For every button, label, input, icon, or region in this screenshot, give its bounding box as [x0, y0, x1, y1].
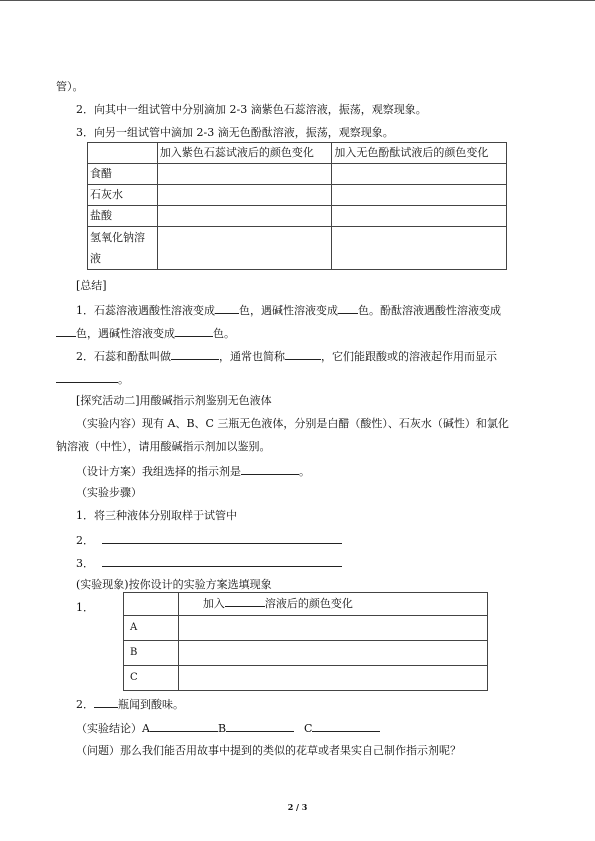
blank [215, 302, 239, 314]
indicator-table [87, 142, 507, 270]
text-line [76, 696, 184, 712]
text-segment: 。 [299, 465, 310, 478]
table-cell [157, 185, 332, 206]
table-cell: B [124, 641, 179, 666]
table-cell [88, 227, 158, 270]
table-row [124, 616, 488, 641]
table-row [88, 185, 507, 206]
table-header-cell [178, 593, 487, 616]
text-segment: B [217, 722, 227, 735]
table-cell [178, 666, 487, 691]
table-row [124, 641, 488, 666]
text-line: 管）。 [56, 80, 84, 93]
blank [102, 532, 342, 544]
text-line [76, 720, 380, 736]
table-cell-text: 氢氧化钠溶 [90, 231, 145, 244]
text-segment: 色，遇碱性溶液变成 [76, 327, 175, 340]
text-line: 3．向另一组试管中滴加 2-3 滴无色酚酞溶液，振荡，观察现象。 [76, 126, 394, 139]
blank [338, 302, 358, 314]
text-segment: 1．石蕊溶液遇酸性溶液变成 [76, 304, 215, 317]
text-line: （实验内容）现有 A、B、C 三瓶无色液体，分别是白醋（酸性）、石灰水（碱性）和氯化 [76, 417, 509, 430]
blank [312, 720, 380, 732]
table-cell: 石灰水 [88, 185, 158, 206]
blank [102, 555, 342, 567]
table-cell: 盐酸 [88, 206, 158, 227]
table-header-cell: 加入无色酚酞试液后的颜色变化 [332, 143, 507, 164]
blank [171, 348, 219, 360]
text-line: 2．向其中一组试管中分别滴加 2-3 滴紫色石蕊溶液，振荡，观察现象。 [76, 103, 427, 116]
header-rule [0, 0, 595, 1]
table-row [124, 666, 488, 691]
text-segment: 。 [118, 373, 129, 386]
table-row [88, 227, 507, 270]
table-cell [332, 227, 507, 270]
table-row [88, 164, 507, 185]
table-cell: A [124, 616, 179, 641]
table-row [88, 206, 507, 227]
text-segment: 色。酚酞溶液遇酸性溶液变成 [358, 304, 501, 317]
table-cell [157, 164, 332, 185]
blank [226, 720, 294, 732]
text-line [76, 348, 497, 364]
text-line: 1． [76, 601, 94, 614]
table-cell: 食醋 [88, 164, 158, 185]
table-cell [157, 206, 332, 227]
blank [94, 696, 118, 708]
blank [241, 463, 299, 475]
text-segment: ，通常也简称 [219, 350, 285, 363]
text-line: (实验现象)按你设计的实验方案选填现象 [76, 578, 272, 591]
table-header-cell: 加入紫色石蕊试液后的颜色变化 [157, 143, 332, 164]
text-segment: ，它们能跟酸或的溶液起作用而显示 [321, 350, 497, 363]
blank [285, 348, 321, 360]
activity-title: [探究活动二]用酸碱指示剂鉴别无色液体 [76, 394, 272, 407]
table-cell [332, 206, 507, 227]
blank [225, 595, 265, 607]
table-cell [332, 164, 507, 185]
blank [56, 325, 76, 337]
text-line: 钠溶液（中性），请用酸碱指示剂加以鉴别。 [56, 440, 271, 453]
text-segment: 2．石蕊和酚酞叫做 [76, 350, 171, 363]
result-table [123, 592, 488, 691]
table-cell [332, 185, 507, 206]
text-segment: 色，遇碱性溶液变成 [239, 304, 338, 317]
table-header-cell [88, 143, 158, 164]
text-line [56, 371, 129, 387]
text-line [76, 463, 310, 479]
text-line: （实验步骤） [76, 486, 142, 499]
text-line: 1．将三种液体分别取样于试管中 [76, 509, 237, 522]
table-header-cell [124, 593, 179, 616]
table-header-text: 加入 [202, 597, 225, 610]
text-line [76, 555, 342, 571]
text-line [76, 302, 501, 318]
text-line: （问题）那么我们能否用故事中提到的类似的花草或者果实自己制作指示剂呢？ [76, 744, 461, 757]
summary-title: [总结] [76, 279, 107, 292]
blank [56, 371, 118, 383]
table-cell [157, 227, 332, 270]
text-line [76, 532, 342, 548]
table-header-row [124, 593, 488, 616]
text-segment: 2． [76, 698, 94, 711]
page-number: 2 / 3 [287, 802, 308, 812]
table-cell: C [124, 666, 179, 691]
table-header-text: 溶液后的颜色变化 [264, 597, 353, 610]
text-segment: （实验结论）A [76, 722, 150, 735]
text-segment: 2． [76, 534, 94, 547]
blank [150, 720, 218, 732]
text-segment: 3． [76, 557, 94, 570]
table-cell [178, 641, 487, 666]
text-segment: C [304, 722, 313, 735]
text-segment: 瓶闻到酸味。 [118, 698, 184, 711]
text-line [56, 325, 235, 341]
table-cell [178, 616, 487, 641]
table-header-row [88, 143, 507, 164]
text-segment: 色。 [213, 327, 235, 340]
blank [175, 325, 213, 337]
text-segment: （设计方案）我组选择的指示剂是 [76, 465, 241, 478]
table-cell-text: 液 [90, 252, 101, 265]
